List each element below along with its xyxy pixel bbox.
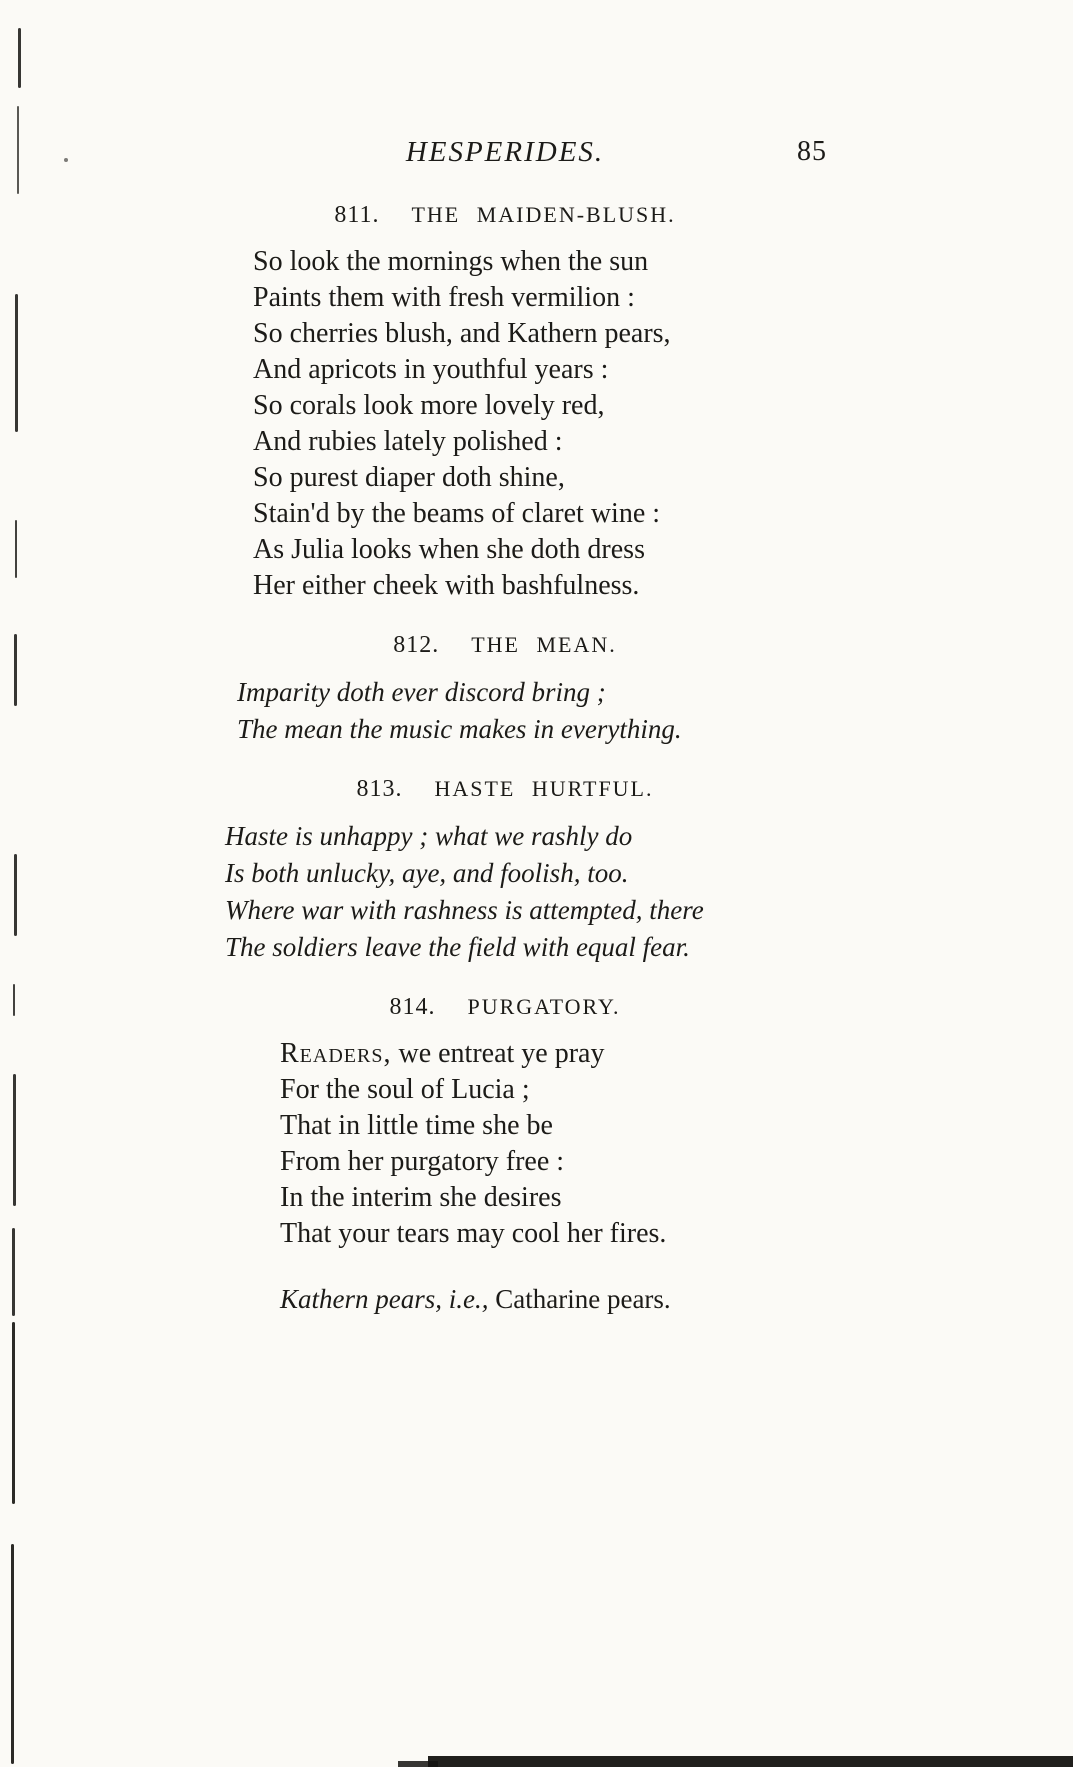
running-header bbox=[225, 136, 827, 174]
poem-line: For the soul of Lucia ; bbox=[280, 1074, 530, 1105]
scan-artifact-left-line bbox=[14, 854, 17, 936]
poem-line: As Julia looks when she doth dress bbox=[253, 534, 645, 565]
poem-line: Paints them with fresh vermilion : bbox=[253, 282, 635, 313]
scan-artifact-left-line bbox=[12, 1322, 15, 1504]
poem-body bbox=[280, 1036, 785, 1252]
scan-artifact-left-line bbox=[15, 294, 18, 432]
page-header-title: HESPERIDES. bbox=[405, 136, 605, 168]
poem-section bbox=[225, 200, 785, 604]
poem-heading bbox=[225, 774, 785, 804]
poem-title: PURGATORY. bbox=[467, 994, 621, 1019]
poem-body bbox=[225, 818, 785, 966]
poem-title: HASTE HURTFUL. bbox=[434, 776, 654, 801]
poem-heading bbox=[225, 630, 785, 660]
poem-line: So purest diaper doth shine, bbox=[253, 462, 565, 493]
poem-line: Her either cheek with bashfulness. bbox=[253, 570, 640, 601]
poem-line: That your tears may cool her fires. bbox=[280, 1218, 667, 1249]
poem-section bbox=[225, 630, 785, 748]
small-caps-word: Readers, bbox=[280, 1038, 392, 1069]
footnote-roman-part: Catharine pears. bbox=[488, 1284, 671, 1314]
poem-line: So corals look more lovely red, bbox=[253, 390, 605, 421]
poem-line: Stain'd by the beams of claret wine : bbox=[253, 498, 661, 529]
poem-line: Is both unlucky, aye, and foolish, too. bbox=[225, 858, 629, 888]
poem-heading bbox=[225, 992, 785, 1022]
footnote-italic-part: Kathern pears, i.e., bbox=[280, 1284, 489, 1314]
poem-line: Haste is unhappy ; what we rashly do bbox=[225, 821, 633, 851]
poem-number: 812. bbox=[393, 632, 472, 658]
poem-line: That in little time she be bbox=[280, 1110, 553, 1141]
poem-line: So look the mornings when the sun bbox=[253, 246, 649, 277]
poem-body bbox=[253, 244, 785, 604]
poem-number: 813. bbox=[356, 776, 435, 802]
poem-line: Readers, we entreat ye pray bbox=[280, 1038, 605, 1069]
poem-number: 814. bbox=[389, 994, 468, 1020]
scan-artifact-left-line bbox=[14, 634, 17, 706]
poem-line: The soldiers leave the field with equal fear. bbox=[225, 932, 690, 962]
poem-line: Where war with rashness is attempted, there bbox=[225, 895, 704, 925]
scan-artifact-left-line bbox=[15, 520, 17, 578]
poem-section bbox=[225, 774, 785, 966]
scan-artifact-left-line bbox=[13, 984, 15, 1016]
poem-title: THE MEAN. bbox=[471, 632, 617, 657]
scan-artifact-left-line bbox=[17, 106, 19, 194]
poem-line: In the interim she desires bbox=[280, 1182, 562, 1213]
scan-artifact-left-line bbox=[13, 1074, 16, 1206]
poem-title: THE MAIDEN-BLUSH. bbox=[411, 202, 676, 227]
page-content bbox=[225, 0, 827, 1316]
scan-artifact-bottom-bar bbox=[428, 1756, 1073, 1767]
poems-container bbox=[225, 200, 785, 1252]
poem-line: So cherries blush, and Kathern pears, bbox=[253, 318, 671, 349]
scan-artifact-left-line bbox=[12, 1228, 15, 1316]
poem-line: And apricots in youthful years : bbox=[253, 354, 609, 385]
poem-line: Imparity doth ever discord bring ; bbox=[237, 677, 606, 707]
poem-line: The mean the music makes in everything. bbox=[237, 714, 682, 744]
footnote bbox=[280, 1282, 785, 1316]
poem-heading bbox=[225, 200, 785, 230]
poem-line: And rubies lately polished : bbox=[253, 426, 563, 457]
poem-line: From her purgatory free : bbox=[280, 1146, 565, 1177]
page-number: 85 bbox=[797, 136, 827, 167]
scan-artifact-bottom-bar bbox=[398, 1761, 438, 1767]
poem-body bbox=[237, 674, 785, 748]
scan-artifact-left-line bbox=[11, 1544, 14, 1764]
scan-artifact-left-line bbox=[18, 28, 21, 88]
scan-speck bbox=[64, 158, 68, 162]
poem-section bbox=[225, 992, 785, 1252]
poem-number: 811. bbox=[334, 202, 412, 228]
